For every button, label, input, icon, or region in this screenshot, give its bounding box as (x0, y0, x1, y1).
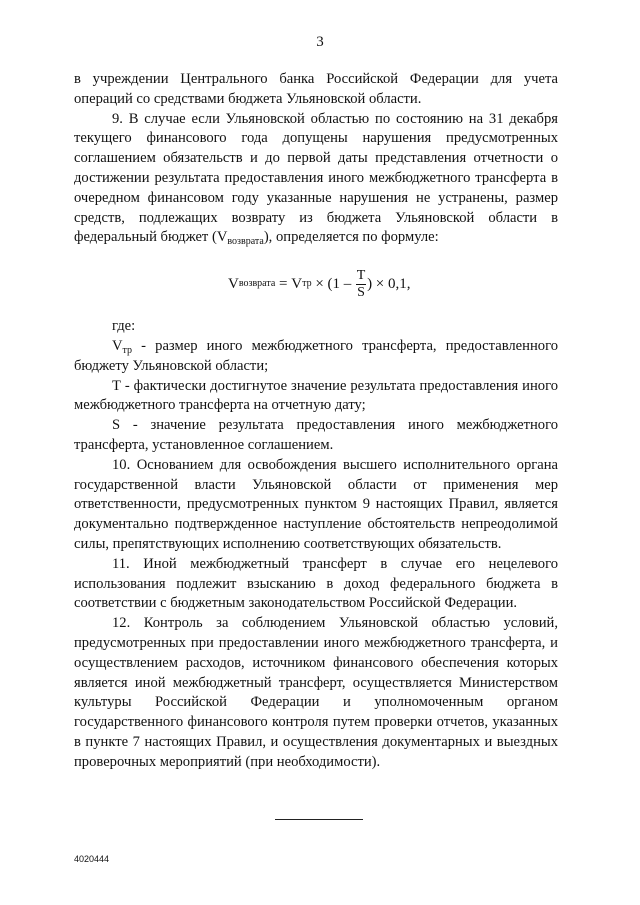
intro-paragraph: в учреждении Центрального банка Российской Федерации для учета операций со средствами бюджета Ульяновской области. (74, 71, 558, 107)
document-code: 4020444 (74, 854, 110, 864)
formula-fraction (356, 268, 366, 301)
paragraph-9 (74, 110, 558, 249)
definition-vtr-text: - размер иного межбюджетного трансферта, предоставленного бюджету Ульяновской области; (74, 338, 558, 374)
definition-vtr-sub: тр (122, 345, 133, 356)
paragraph-9-text-a: 9. В случае если Ульяновской областью по состоянию на 31 декабря текущего финансового года допущены нарушения предусмотренных соглашением обязательств и до первой даты представления отчетности о достижении результата предоставления иного межбюджетного трансферта в очередном финансовом году указанные нарушения не устранены, размер средств, подлежащих возврату из бюджета Ульяновской области в федеральный бюджет (V (74, 110, 558, 246)
fraction-numerator: T (356, 267, 366, 283)
formula-rhs-var: V (291, 275, 303, 292)
fraction-denominator: S (357, 284, 365, 300)
paragraph-9-subscript: возврата (227, 236, 264, 248)
page-number: 3 (316, 34, 324, 50)
formula-mid: × (1 – (311, 275, 356, 292)
definition-vtr-var: V (112, 338, 123, 354)
formula-equals: = (275, 275, 292, 292)
paragraph-10: 10. Основанием для освобождения высшего исполнительного органа государственной власти Ульяновской области от применения мер ответственности, предусмотренных пунктом 9 настоящих Правил, является документально подтвержденное наступление обстоятельств непреодолимой силы, препятствующих исполнению соответствующих обязательств. (74, 456, 558, 552)
end-divider (275, 819, 363, 820)
lower-text-block (74, 337, 558, 773)
paragraph-11: 11. Иной межбюджетный трансферт в случае его нецелевого использования подлежит взысканию в доход федерального бюджета в соответствии с бюджетным законодательством Российской Федерации. (74, 555, 558, 612)
definition-t: Т - фактически достигнутое значение результата предоставления иного межбюджетного трансферта на отчетную дату; (74, 377, 558, 414)
definition-vtr (74, 337, 558, 377)
paragraph-12: 12. Контроль за соблюдением Ульяновской областью условий, предусмотренных при предоставлении иного межбюджетного трансферта, и осуществлением расходов, источником финансового обеспечения которых является иной межбюджетный трансферт, осуществляется Министерством культуры Российской Федерации и уполномоченным органом государственного финансового контроля путем проверки отчетов, указанных в пункте 7 настоящих Правил, и осуществления документарных и выездных проверочных мероприятий (при необходимости). (74, 615, 558, 770)
formula-tail: ) × 0,1, (367, 275, 411, 292)
definition-s: S - значение результата предоставления иного межбюджетного трансферта, установленное соглашением. (74, 417, 558, 453)
where-label: где: (112, 318, 136, 334)
paragraph-9-text-b: ), определяется по формуле: (263, 229, 439, 246)
formula-lhs-var: V (228, 275, 239, 292)
upper-text-block (74, 70, 558, 248)
return-formula: V возврата = V тр × (1 – $\frac{T}{S}$ ) × 0,1, (228, 267, 411, 300)
